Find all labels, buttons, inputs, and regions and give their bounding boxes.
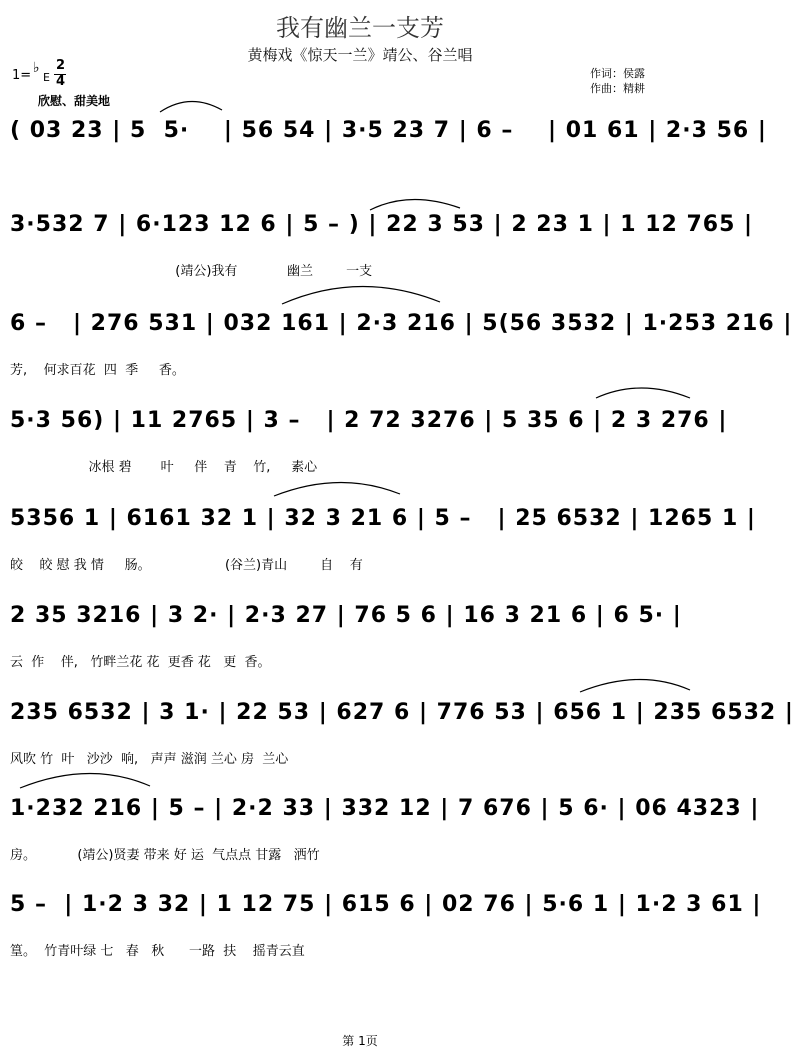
score-row-7 bbox=[10, 700, 794, 800]
notation-line: 3·532 7 | 6·123 12 6 | 5 – ) | 22 3 53 | 2 23 1 | 1 12 765 | bbox=[10, 212, 754, 237]
composer: 作曲：精耕 bbox=[590, 82, 645, 95]
lyrics-line: 房。 (靖公)贤妻 带来 好 运 气点点 甘露 洒竹 bbox=[10, 848, 320, 863]
score-row-8 bbox=[10, 796, 760, 896]
time-signature-numerator: 2 bbox=[56, 58, 66, 73]
lyrics-line: (靖公)我有 幽兰 一支 bbox=[10, 264, 373, 279]
notation-line: ( 03 23 | 5 5· | 56 54 | 3·5 23 7 | 6 – | 01 61 | 2·3 56 | bbox=[10, 118, 767, 143]
key-flat: ♭ bbox=[33, 60, 40, 76]
notation-line: 2 35 3216 | 3 2· | 2·3 27 | 76 5 6 | 16 3 21 6 | 6 5· | bbox=[10, 603, 682, 628]
score-row-5 bbox=[10, 506, 756, 606]
song-subtitle: 黄梅戏《惊天一兰》靖公、谷兰唱 bbox=[247, 46, 473, 64]
score-row-2 bbox=[10, 212, 754, 312]
notation-line: 5356 1 | 6161 32 1 | 32 3 21 6 | 5 – | 25 6532 | 1265 1 | bbox=[10, 506, 756, 531]
notation-line: 5·3 56) | 11 2765 | 3 – | 2 72 3276 | 5 35 6 | 2 3 276 | bbox=[10, 408, 728, 433]
key-signature bbox=[12, 58, 92, 90]
score-row-1 bbox=[10, 118, 767, 218]
lyrics-line: 皎 皎 慰 我 情 肠。 (谷兰)青山 自 有 bbox=[10, 558, 363, 573]
score-row-6 bbox=[10, 603, 710, 703]
lyrics-line: 云 作 伴, 竹畔兰花 花 更香 花 更 香。 bbox=[10, 655, 271, 670]
lyrics-line bbox=[10, 166, 710, 186]
lyrics-line: 风吹 竹 叶 沙沙 响, 声声 滋润 兰心 房 兰心 bbox=[10, 752, 289, 767]
key-letter: E bbox=[43, 71, 50, 84]
score-row-4 bbox=[10, 408, 728, 508]
key-base: 1= bbox=[12, 68, 32, 83]
lyricist: 作词：侯露 bbox=[590, 67, 645, 80]
tempo-marking: 欣慰、甜美地 bbox=[38, 94, 111, 108]
score-row-9 bbox=[10, 892, 762, 992]
slur bbox=[160, 101, 222, 112]
lyrics-line: 芳, 何求百花 四 季 香。 bbox=[10, 363, 185, 378]
notation-line: 5 – | 1·2 3 32 | 1 12 75 | 615 6 | 02 76 | 5·6 1 | 1·2 3 61 | bbox=[10, 892, 762, 917]
time-signature-denominator: 4 bbox=[56, 74, 66, 89]
credits bbox=[590, 66, 645, 96]
page-number: 第 1页 bbox=[342, 1034, 378, 1048]
notation-line: 1·232 216 | 5 – | 2·2 33 | 332 12 | 7 676 | 5 6· | 06 4323 | bbox=[10, 796, 760, 821]
lyrics-line: 冰根 碧 叶 伴 青 竹, 素心 bbox=[10, 460, 318, 475]
lyrics-line: 篁。 竹青叶绿 七 春 秋 一路 扶 摇青云直 bbox=[10, 944, 305, 959]
song-title: 我有幽兰一支芳 bbox=[276, 14, 444, 42]
notation-line: 235 6532 | 3 1· | 22 53 | 627 6 | 776 53 | 656 1 | 235 6532 | bbox=[10, 700, 794, 725]
notation-line: 6 – | 276 531 | 032 161 | 2·3 216 | 5(56 3532 | 1·253 216 | bbox=[10, 311, 793, 336]
score-row-3 bbox=[10, 311, 793, 411]
